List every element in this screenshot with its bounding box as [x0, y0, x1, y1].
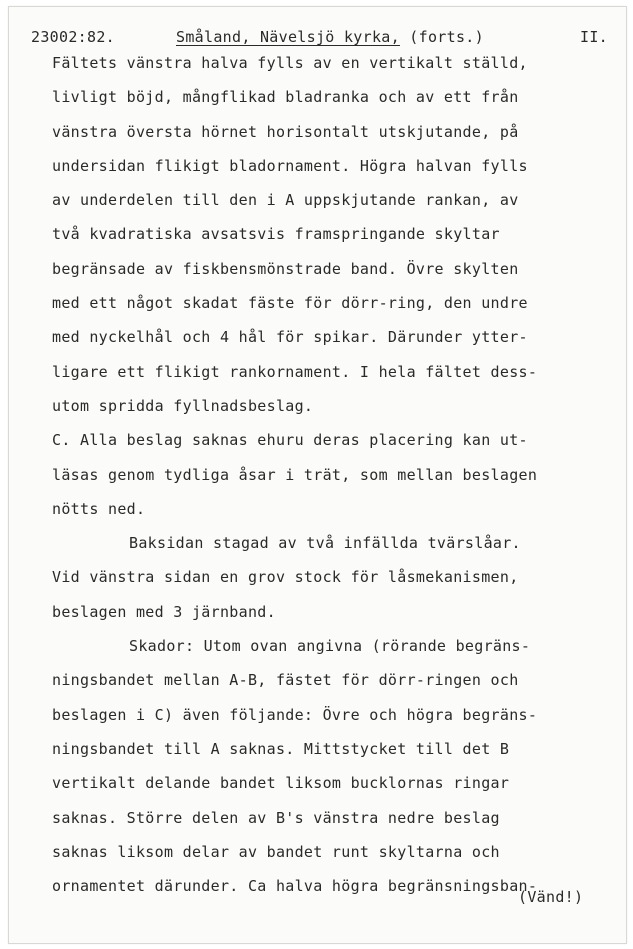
text-line: ornamentet därunder. Ca halva högra begränsningsban- — [52, 877, 538, 896]
text-line: vertikalt delande bandet liksom bucklornas ringar — [52, 774, 510, 793]
text-line: C. Alla beslag saknas ehuru deras placering kan ut- — [52, 431, 528, 450]
text-line: nötts ned. — [52, 499, 146, 518]
sheet-number: II. — [580, 28, 608, 46]
text-line: ningsbandet till A saknas. Mittstycket till det B — [52, 739, 510, 758]
text-line: undersidan flikigt bladornament. Högra halvan fylls — [52, 156, 528, 175]
text-line: livligt böjd, mångflikad bladranka och av ett från — [52, 88, 519, 107]
text-line: Baksidan stagad av två infällda tvärslåar. — [129, 534, 521, 553]
card-header — [0, 28, 633, 48]
text-line: vänstra översta hörnet horisontalt utskjutande, på — [52, 122, 519, 141]
text-line: med nyckelhål och 4 hål för spikar. Därunder ytter- — [52, 328, 528, 347]
text-line: läsas genom tydliga åsar i trät, som mellan beslagen — [52, 465, 538, 484]
turn-over-note: (Vänd!) — [518, 888, 584, 906]
text-line: beslagen i C) även följande: Övre och högra begräns- — [52, 705, 538, 724]
location-suffix: (forts.) — [399, 28, 484, 46]
text-line: begränsade av fiskbensmönstrade band. Övre skylten — [52, 259, 519, 278]
text-line: med ett något skadat fäste för dörr-ring, den undre — [52, 294, 528, 313]
reference-number: 23002:82. — [31, 28, 115, 46]
text-line: saknas liksom delar av bandet runt skyltarna och — [52, 842, 500, 861]
text-line: utom spridda fyllnadsbeslag. — [52, 396, 314, 415]
location-title — [176, 28, 484, 46]
text-line: Vid vänstra sidan en grov stock för låsmekanismen, — [52, 568, 519, 587]
text-line: Fältets vänstra halva fylls av en vertikalt ställd, — [52, 54, 528, 72]
text-line: saknas. Större delen av B's vänstra nedre beslag — [52, 808, 500, 827]
location-name: Småland, Nävelsjö kyrka, — [176, 28, 400, 46]
text-line: av underdelen till den i A uppskjutande rankan, av — [52, 191, 519, 210]
text-line: beslagen med 3 järnband. — [52, 602, 276, 621]
text-line: Skador: Utom ovan angivna (rörande begräns- — [129, 637, 531, 656]
text-line: två kvadratiska avsatsvis framspringande skyltar — [52, 225, 500, 244]
text-line: ningsbandet mellan A-B, fästet för dörr-ringen och — [52, 671, 519, 690]
text-line: ligare ett flikigt rankornament. I hela fältet dess- — [52, 362, 538, 381]
typed-body-text — [52, 52, 612, 909]
